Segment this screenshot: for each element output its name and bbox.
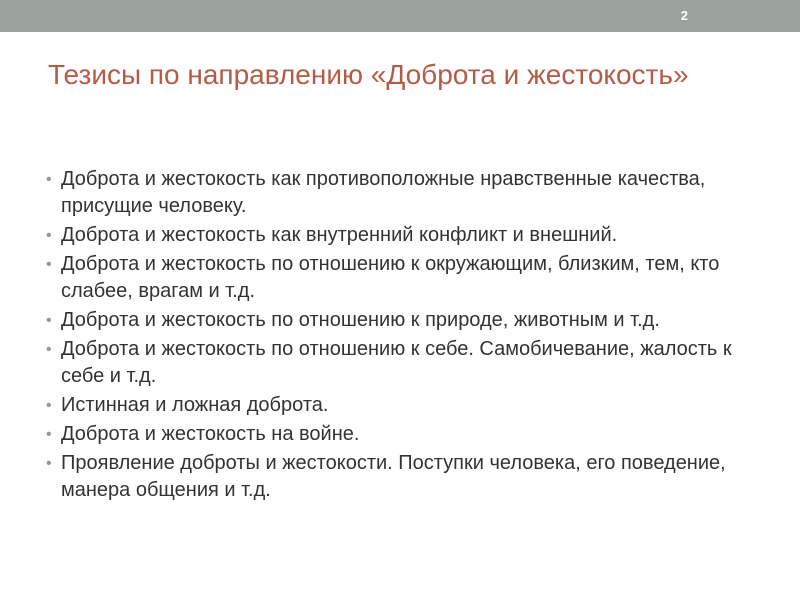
bullet-marker: • [46, 171, 52, 188]
bullet-text: Доброта и жестокость по отношению к себе. Самобичевание, жалость к себе и т.д. [61, 338, 732, 387]
bullet-marker: • [46, 426, 52, 443]
bullet-text: Истинная и ложная доброта. [61, 394, 329, 416]
bullet-text: Доброта и жестокость на войне. [61, 423, 360, 445]
bullet-text: Доброта и жестокость как противоположные нравственные качества, присущие человеку. [61, 168, 706, 217]
bullet-marker: • [46, 341, 52, 358]
bullet-marker: • [46, 397, 52, 414]
bullet-text: Доброта и жестокость по отношению к природе, животным и т.д. [61, 309, 660, 331]
bullet-item [46, 307, 746, 334]
bullet-item [46, 392, 746, 419]
bullet-item [46, 450, 746, 504]
bullet-marker: • [46, 227, 52, 244]
bullet-text: Доброта и жестокость по отношению к окружающим, близким, тем, кто слабее, врагам и т.д. [61, 253, 720, 302]
bullet-text: Доброта и жестокость как внутренний конфликт и внешний. [61, 224, 618, 246]
bullet-item [46, 166, 746, 220]
slide-top-bar [0, 0, 800, 32]
bullet-item [46, 421, 746, 448]
bullet-list [46, 166, 746, 506]
slide-title: Тезисы по направлению «Доброта и жестокость» [48, 59, 689, 90]
bullet-text: Проявление доброты и жестокости. Поступки человека, его поведение, манера общения и т.д. [61, 452, 726, 501]
bullet-marker: • [46, 256, 52, 273]
bullet-item [46, 251, 746, 305]
slide-number: 2 [680, 8, 688, 23]
bullet-item [46, 222, 746, 249]
bullet-item [46, 336, 746, 390]
bullet-marker: • [46, 455, 52, 472]
bullet-marker: • [46, 312, 52, 329]
